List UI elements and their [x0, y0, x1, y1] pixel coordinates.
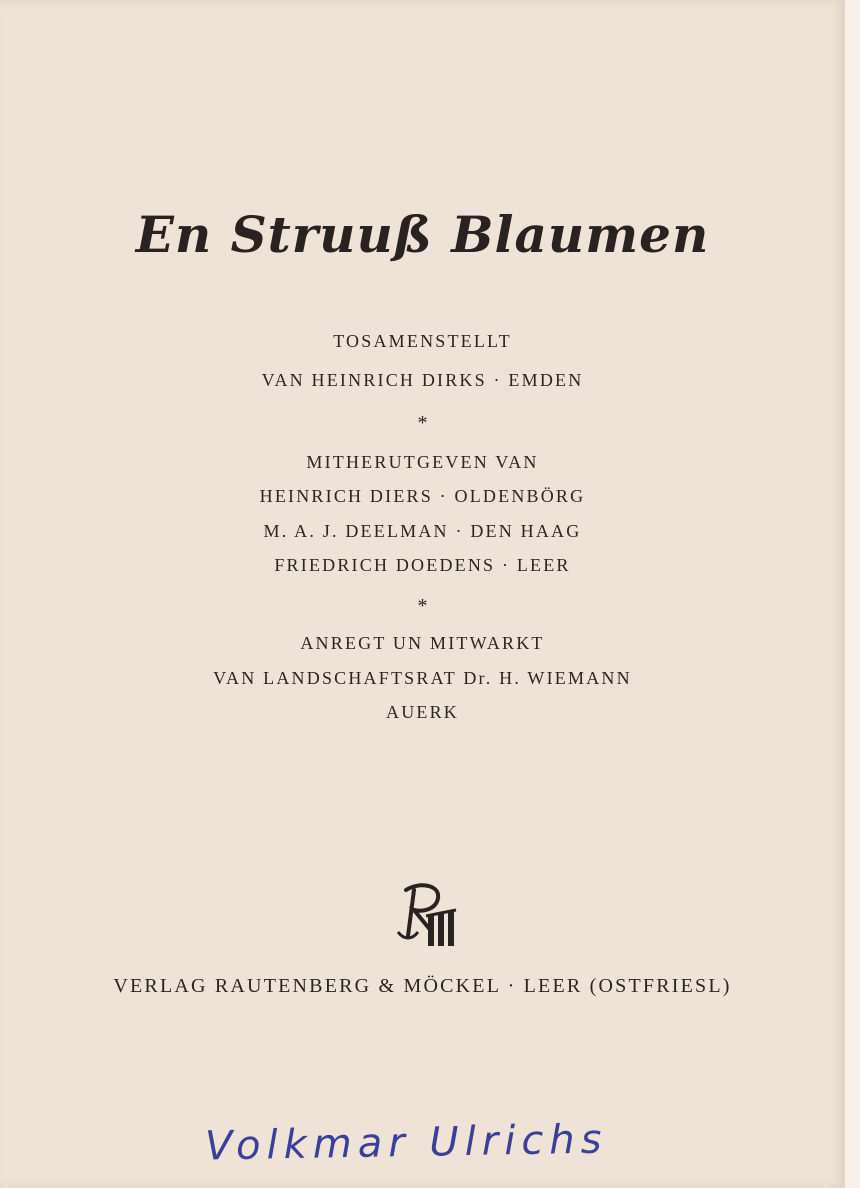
coeditor-3: FRIEDRICH DOEDENS · LEER: [274, 555, 571, 575]
compiled-label: TOSAMENSTELLT: [333, 331, 512, 351]
inspired-place: AUERK: [386, 702, 459, 722]
inspired-label: ANREGT UN MITWARKT: [300, 633, 545, 653]
coeditors-heading: MITHERUTGEVEN VAN: [306, 452, 539, 472]
separator-star: *: [417, 595, 428, 617]
inspired-name: VAN LANDSCHAFTSRAT Dr. H. WIEMANN: [213, 668, 632, 688]
publisher-line: VERLAG RAUTENBERG & MÖCKEL · LEER (OSTFRIESL): [113, 975, 732, 997]
coeditor-2: M. A. J. DEELMAN · DEN HAAG: [263, 521, 582, 541]
publisher-monogram-icon: [388, 880, 468, 958]
compiler-name: VAN HEINRICH DIRKS · EMDEN: [261, 370, 584, 390]
page-edge: [845, 0, 860, 1188]
coeditor-1: HEINRICH DIERS · OLDENBÖRG: [259, 486, 586, 506]
handwritten-signature: Volkmar Ulrichs: [204, 1116, 608, 1170]
book-title: En Struuß Blaumen: [135, 205, 710, 264]
separator-star: *: [417, 412, 428, 434]
